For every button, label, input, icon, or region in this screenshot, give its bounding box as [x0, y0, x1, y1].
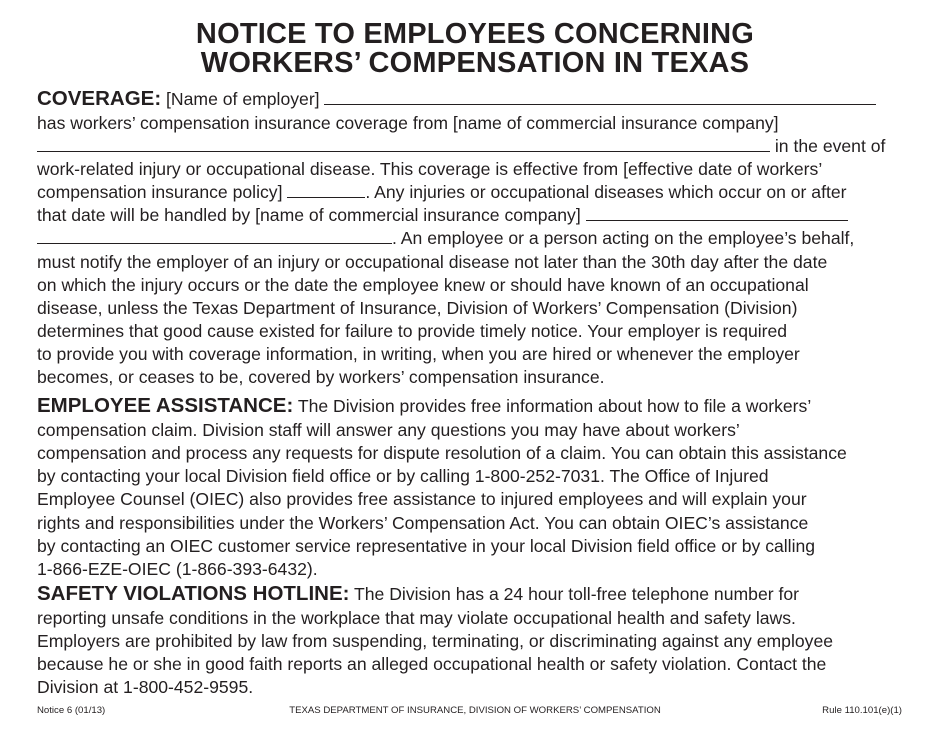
- coverage-line-10: disease, unless the Texas Department of Insurance, Division of Workers’ Compensation (Division): [37, 297, 798, 318]
- hotline-line-5: Division at 1-800-452-9595.: [37, 677, 254, 698]
- coverage-line-5: [37, 181, 922, 204]
- in-event-text: in the event of: [770, 136, 886, 157]
- assistance-line-8: 1-866-EZE-OIEC (1-866-393-6432).: [37, 558, 318, 579]
- assistance-line-3: compensation and process any requests for dispute resolution of a claim. You can obtain this assistance: [37, 443, 847, 464]
- footer-agency: TEXAS DEPARTMENT OF INSURANCE, DIVISION OF WORKERS’ COMPENSATION: [289, 705, 661, 716]
- policy-date-followup: . Any injuries or occupational diseases which occur on or after: [365, 182, 847, 203]
- assistance-intro: The Division provides free information about how to file a workers’: [293, 396, 812, 417]
- hotline-line-3: Employers are prohibited by law from suspending, terminating, or discriminating against any employee: [37, 630, 834, 651]
- assistance-heading: EMPLOYEE ASSISTANCE:: [37, 394, 294, 418]
- hotline-line-1: [37, 581, 922, 607]
- coverage-line-11: determines that good cause existed for failure to provide timely notice. Your employer is required: [37, 320, 788, 341]
- employer-name-blank: [324, 88, 876, 105]
- employer-name-label: [Name of employer]: [161, 89, 325, 109]
- assistance-line-5: Employee Counsel (OIEC) also provides free assistance to injured employees and will explain your: [37, 489, 807, 510]
- coverage-line-12: to provide you with coverage information, in writing, when you are hired or whenever the employer: [37, 343, 800, 364]
- coverage-section: [37, 86, 922, 389]
- hotline-intro: The Division has a 24 hour toll-free telephone number for: [349, 583, 800, 604]
- title-line-1: NOTICE TO EMPLOYEES CONCERNING: [195, 18, 755, 50]
- assistance-line-7: by contacting an OIEC customer service representative in your local Division field office or by calling: [37, 535, 816, 556]
- assistance-line-1: [37, 393, 922, 419]
- coverage-line-9: on which the injury occurs or the date the employee knew or should have known of an occupational: [37, 274, 809, 295]
- hotline-line-2: reporting unsafe conditions in the workplace that may violate occupational health and safety laws.: [37, 607, 796, 628]
- title-line-2: WORKERS’ COMPENSATION IN TEXAS: [200, 47, 750, 79]
- coverage-line-1: [37, 86, 922, 112]
- handled-by-label: that date will be handled by [name of commercial insurance company]: [37, 205, 586, 226]
- coverage-line-6: [37, 204, 922, 227]
- insurance-company-blank: [37, 135, 770, 152]
- notify-text: . An employee or a person acting on the employee’s behalf,: [392, 228, 855, 249]
- assistance-line-4: by contacting your local Division field office or by calling 1-800-252-7031. The Office of Injured: [37, 466, 769, 487]
- coverage-line-4: work-related injury or occupational disease. This coverage is effective from [effective date of workers’: [37, 159, 823, 180]
- hotline-line-4: because he or she in good faith reports an alleged occupational health or safety violation. Contact the: [37, 653, 827, 674]
- coverage-line-13: becomes, or ceases to be, covered by workers’ compensation insurance.: [37, 367, 605, 388]
- coverage-line-3: [37, 135, 922, 158]
- coverage-line-8: must notify the employer of an injury or occupational disease not later than the 30th day after the date: [37, 251, 828, 272]
- hotline-heading: SAFETY VIOLATIONS HOTLINE:: [37, 581, 350, 605]
- footer-rule: Rule 110.101(e)(1): [822, 705, 902, 716]
- coverage-heading: COVERAGE:: [37, 87, 162, 110]
- hotline-section: [37, 581, 922, 699]
- assistance-line-2: compensation claim. Division staff will answer any questions you may have about workers’: [37, 420, 740, 441]
- notice-body: [37, 86, 922, 699]
- effective-date-blank: [287, 181, 365, 198]
- handling-company-blank-2: [37, 227, 392, 244]
- footer-notice-number: Notice 6 (01/13): [37, 705, 106, 716]
- assistance-section: [37, 393, 922, 581]
- coverage-line-2: has workers’ compensation insurance coverage from [name of commercial insurance company]: [37, 113, 779, 133]
- policy-date-label: compensation insurance policy]: [37, 182, 288, 203]
- assistance-line-6: rights and responsibilities under the Workers’ Compensation Act. You can obtain OIEC’s assistance: [37, 512, 809, 533]
- notice-title: [0, 20, 950, 78]
- handling-company-blank-1: [586, 204, 848, 221]
- coverage-line-7: [37, 227, 922, 250]
